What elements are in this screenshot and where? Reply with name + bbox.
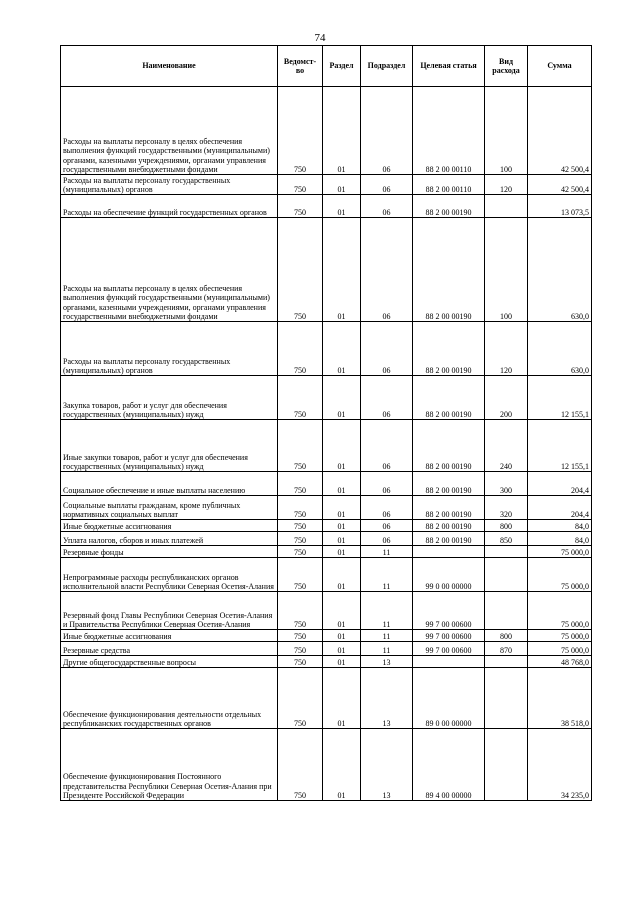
cell-name: Социальное обеспечение и иные выплаты населению <box>61 472 278 496</box>
table-row <box>61 87 592 175</box>
cell-sum: 48 768,0 <box>528 656 592 668</box>
cell-name: Иные бюджетные ассигнования <box>61 520 278 532</box>
cell-type: 100 <box>485 218 528 322</box>
cell-subsection: 13 <box>361 656 413 668</box>
table-row <box>61 218 592 322</box>
table-row <box>61 496 592 520</box>
cell-name: Расходы на выплаты персоналу государственных (муниципальных) органов <box>61 322 278 376</box>
cell-type: 870 <box>485 642 528 656</box>
cell-target: 89 4 00 00000 <box>413 729 485 801</box>
cell-target: 99 7 00 00600 <box>413 630 485 642</box>
table-row <box>61 592 592 630</box>
cell-section: 01 <box>323 656 361 668</box>
cell-section: 01 <box>323 520 361 532</box>
cell-type: 100 <box>485 87 528 175</box>
budget-table <box>60 45 592 801</box>
cell-subsection: 06 <box>361 532 413 546</box>
cell-sum: 12 155,1 <box>528 420 592 472</box>
cell-sum: 75 000,0 <box>528 642 592 656</box>
table-row <box>61 729 592 801</box>
cell-dept: 750 <box>278 558 323 592</box>
cell-dept: 750 <box>278 420 323 472</box>
table-row <box>61 520 592 532</box>
cell-target: 88 2 00 00190 <box>413 420 485 472</box>
cell-subsection: 11 <box>361 558 413 592</box>
cell-dept: 750 <box>278 218 323 322</box>
cell-dept: 750 <box>278 376 323 420</box>
cell-sum: 630,0 <box>528 322 592 376</box>
cell-name: Иные бюджетные ассигнования <box>61 630 278 642</box>
table-row <box>61 420 592 472</box>
cell-target: 88 2 00 00190 <box>413 376 485 420</box>
cell-type: 200 <box>485 376 528 420</box>
cell-name: Расходы на обеспечение функций государственных органов <box>61 195 278 218</box>
cell-target: 88 2 00 00190 <box>413 532 485 546</box>
cell-section: 01 <box>323 175 361 195</box>
cell-name: Другие общегосударственные вопросы <box>61 656 278 668</box>
cell-dept: 750 <box>278 322 323 376</box>
cell-sum: 38 518,0 <box>528 668 592 729</box>
cell-target: 88 2 00 00190 <box>413 496 485 520</box>
cell-section: 01 <box>323 218 361 322</box>
cell-section: 01 <box>323 668 361 729</box>
cell-subsection: 06 <box>361 376 413 420</box>
cell-target: 88 2 00 00110 <box>413 175 485 195</box>
cell-type <box>485 668 528 729</box>
cell-section: 01 <box>323 472 361 496</box>
cell-name: Расходы на выплаты персоналу в целях обеспечения выполнения функций государственными (муниципальными) органами, казенными учреждениями, органами управления государственными внебюджетными фондами <box>61 218 278 322</box>
cell-target: 89 0 00 00000 <box>413 668 485 729</box>
header-target: Целевая статья <box>413 46 485 87</box>
cell-section: 01 <box>323 729 361 801</box>
cell-name: Обеспечение функционирования деятельности отдельных республиканских государственных органов <box>61 668 278 729</box>
cell-subsection: 06 <box>361 195 413 218</box>
cell-name: Обеспечение функционирования Постоянного представительства Республики Северная Осетия-Алания при Президенте Российской Федерации <box>61 729 278 801</box>
cell-type: 800 <box>485 520 528 532</box>
cell-sum: 75 000,0 <box>528 558 592 592</box>
cell-target: 88 2 00 00190 <box>413 195 485 218</box>
cell-dept: 750 <box>278 496 323 520</box>
cell-dept: 750 <box>278 520 323 532</box>
cell-type <box>485 195 528 218</box>
cell-dept: 750 <box>278 195 323 218</box>
cell-section: 01 <box>323 558 361 592</box>
table-row <box>61 656 592 668</box>
table-row <box>61 668 592 729</box>
cell-target: 88 2 00 00190 <box>413 520 485 532</box>
cell-type <box>485 729 528 801</box>
cell-dept: 750 <box>278 532 323 546</box>
cell-subsection: 06 <box>361 420 413 472</box>
cell-type: 120 <box>485 322 528 376</box>
cell-subsection: 06 <box>361 175 413 195</box>
cell-dept: 750 <box>278 656 323 668</box>
cell-subsection: 06 <box>361 496 413 520</box>
cell-target: 99 0 00 00000 <box>413 558 485 592</box>
cell-sum: 42 500,4 <box>528 175 592 195</box>
cell-name: Социальные выплаты гражданам, кроме публичных нормативных социальных выплат <box>61 496 278 520</box>
cell-section: 01 <box>323 592 361 630</box>
table-row <box>61 630 592 642</box>
page-number: 74 <box>314 32 326 44</box>
cell-subsection: 06 <box>361 87 413 175</box>
table-row <box>61 376 592 420</box>
cell-dept: 750 <box>278 642 323 656</box>
cell-name: Расходы на выплаты персоналу в целях обеспечения выполнения функций государственными (муниципальными) органами, казенными учреждениями, органами управления государственными внебюджетными фондами <box>61 87 278 175</box>
cell-dept: 750 <box>278 630 323 642</box>
cell-name: Иные закупки товаров, работ и услуг для обеспечения государственных (муниципальных) нужд <box>61 420 278 472</box>
cell-section: 01 <box>323 376 361 420</box>
cell-sum: 630,0 <box>528 218 592 322</box>
cell-type <box>485 592 528 630</box>
cell-dept: 750 <box>278 87 323 175</box>
cell-type <box>485 656 528 668</box>
header-section: Раздел <box>323 46 361 87</box>
cell-name: Резервные средства <box>61 642 278 656</box>
cell-subsection: 06 <box>361 520 413 532</box>
cell-name: Расходы на выплаты персоналу государственных (муниципальных) органов <box>61 175 278 195</box>
cell-name: Непрограммные расходы республиканских органов исполнительной власти Республики Северная Осетия-Алания <box>61 558 278 592</box>
table-header-row <box>61 46 592 87</box>
cell-sum: 34 235,0 <box>528 729 592 801</box>
cell-sum: 42 500,4 <box>528 87 592 175</box>
cell-type: 240 <box>485 420 528 472</box>
cell-target: 88 2 00 00190 <box>413 472 485 496</box>
table-row <box>61 558 592 592</box>
cell-subsection: 11 <box>361 630 413 642</box>
cell-type: 320 <box>485 496 528 520</box>
cell-sum: 75 000,0 <box>528 630 592 642</box>
cell-type: 300 <box>485 472 528 496</box>
cell-subsection: 06 <box>361 218 413 322</box>
cell-section: 01 <box>323 630 361 642</box>
cell-target: 99 7 00 00600 <box>413 592 485 630</box>
cell-subsection: 13 <box>361 729 413 801</box>
cell-type: 800 <box>485 630 528 642</box>
cell-type <box>485 558 528 592</box>
header-expense-type: Вид расхода <box>485 46 528 87</box>
cell-target: 88 2 00 00110 <box>413 87 485 175</box>
cell-sum: 13 073,5 <box>528 195 592 218</box>
table-row <box>61 642 592 656</box>
cell-section: 01 <box>323 420 361 472</box>
table-row <box>61 322 592 376</box>
header-subsection: Подраздел <box>361 46 413 87</box>
cell-subsection: 11 <box>361 546 413 558</box>
cell-section: 01 <box>323 195 361 218</box>
cell-sum: 204,4 <box>528 496 592 520</box>
cell-target: 88 2 00 00190 <box>413 218 485 322</box>
cell-subsection: 06 <box>361 322 413 376</box>
cell-section: 01 <box>323 532 361 546</box>
cell-sum: 204,4 <box>528 472 592 496</box>
cell-dept: 750 <box>278 592 323 630</box>
cell-target: 88 2 00 00190 <box>413 322 485 376</box>
cell-sum: 12 155,1 <box>528 376 592 420</box>
cell-dept: 750 <box>278 546 323 558</box>
cell-sum: 75 000,0 <box>528 592 592 630</box>
header-sum: Сумма <box>528 46 592 87</box>
cell-name: Резервные фонды <box>61 546 278 558</box>
cell-dept: 750 <box>278 175 323 195</box>
table-row <box>61 175 592 195</box>
table-row <box>61 546 592 558</box>
cell-target <box>413 546 485 558</box>
cell-name: Уплата налогов, сборов и иных платежей <box>61 532 278 546</box>
cell-subsection: 11 <box>361 592 413 630</box>
cell-section: 01 <box>323 322 361 376</box>
cell-sum: 84,0 <box>528 520 592 532</box>
table-row <box>61 532 592 546</box>
cell-dept: 750 <box>278 729 323 801</box>
cell-sum: 75 000,0 <box>528 546 592 558</box>
cell-sum: 84,0 <box>528 532 592 546</box>
cell-type: 850 <box>485 532 528 546</box>
cell-name: Резервный фонд Главы Республики Северная Осетия-Алания и Правительства Республики Северная Осетия-Алания <box>61 592 278 630</box>
cell-section: 01 <box>323 496 361 520</box>
cell-dept: 750 <box>278 472 323 496</box>
header-name: Наименование <box>61 46 278 87</box>
cell-name: Закупка товаров, работ и услуг для обеспечения государственных (муниципальных) нужд <box>61 376 278 420</box>
cell-subsection: 11 <box>361 642 413 656</box>
cell-section: 01 <box>323 642 361 656</box>
cell-subsection: 06 <box>361 472 413 496</box>
cell-section: 01 <box>323 87 361 175</box>
header-dept: Ведомст-во <box>278 46 323 87</box>
cell-target <box>413 656 485 668</box>
cell-type: 120 <box>485 175 528 195</box>
cell-section: 01 <box>323 546 361 558</box>
cell-type <box>485 546 528 558</box>
cell-dept: 750 <box>278 668 323 729</box>
cell-subsection: 13 <box>361 668 413 729</box>
table-row <box>61 195 592 218</box>
table-row <box>61 472 592 496</box>
cell-target: 99 7 00 00600 <box>413 642 485 656</box>
